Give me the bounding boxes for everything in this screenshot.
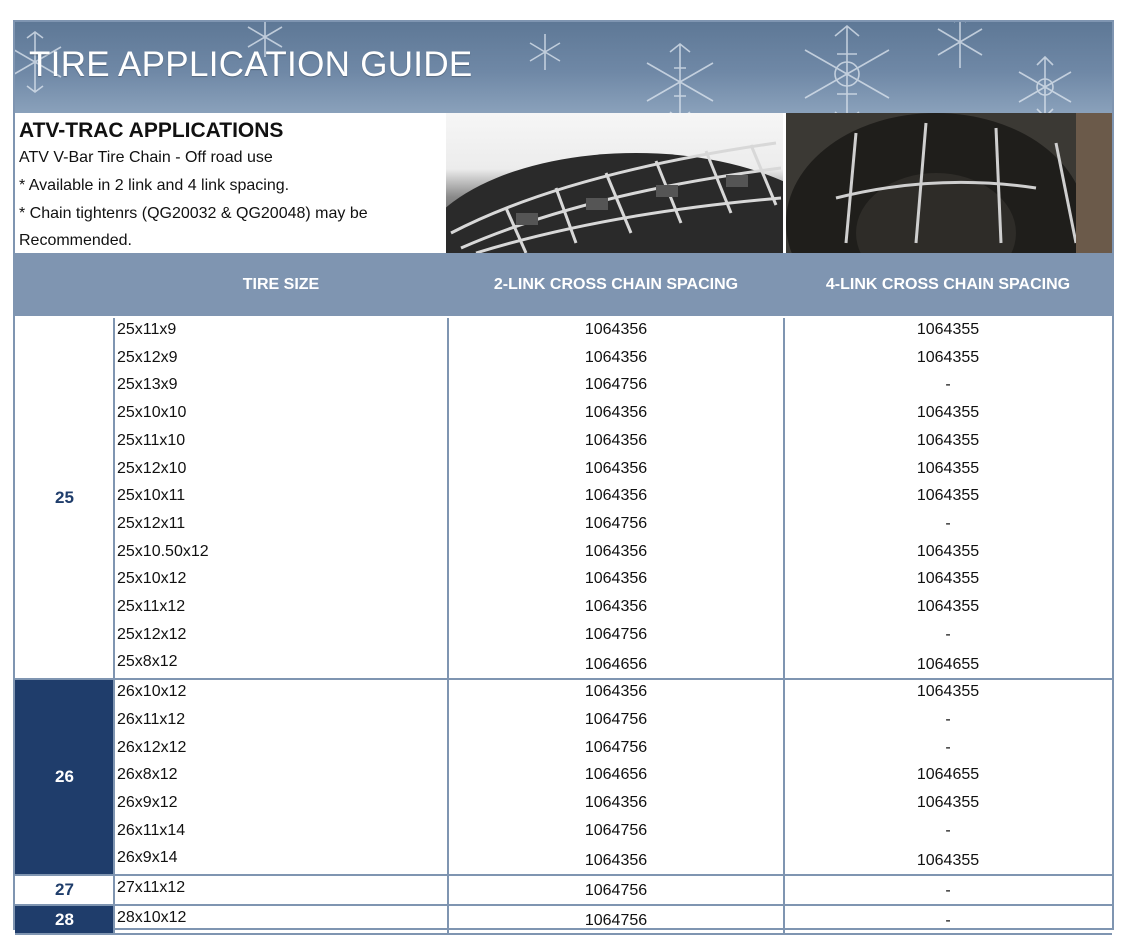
tire-size-cell: 25x12x11 [117,514,186,532]
four-link-part-cell: - [945,821,951,839]
tire-size-cell: 25x11x10 [117,431,186,449]
tire-size-cell: 26x12x12 [117,738,187,756]
two-link-part-cell: 1064356 [584,487,648,505]
group-divider [15,874,1112,876]
tire-size-cell: 26x9x12 [117,793,178,811]
two-link-part-cell: 1064356 [584,598,648,615]
four-link-part-cell: 1064355 [916,459,980,477]
page-title: TIRE APPLICATION GUIDE [29,45,473,84]
tire-chain-photo-art [446,113,783,253]
group-divider [15,678,1112,680]
tire-size-cell: 28x10x12 [117,908,187,926]
tire-size-cell: 25x8x12 [117,653,178,671]
group-divider [15,904,1112,906]
intro-line: * Available in 2 link and 4 link spacing. [19,177,290,194]
two-link-part-cell: 1064356 [584,431,648,449]
four-link-part-cell: 1064355 [916,793,980,811]
tire-guide-sheet [13,20,1114,930]
two-link-part-cell: 1064756 [584,625,648,643]
tire-size-cell: 26x9x14 [117,849,178,867]
col-header-tire-size: TIRE SIZE [242,276,320,293]
col-header-2-link: 2-LINK CROSS CHAIN SPACING [493,276,739,293]
two-link-part-cell: 1064756 [584,821,648,839]
four-link-part-cell: 1064355 [916,404,980,422]
two-link-part-cell: 1064356 [584,793,648,811]
column-divider [447,318,449,935]
four-link-part-cell: 1064355 [916,348,980,366]
two-link-part-cell: 1064356 [584,570,648,588]
intro-title: ATV-TRAC APPLICATIONS [19,119,284,142]
four-link-part-cell: 1064355 [916,852,980,870]
tire-size-cell: 25x12x12 [117,625,187,643]
atv-tire-photo-art [786,113,1112,253]
two-link-part-cell: 1064656 [584,656,648,674]
tire-size-cell: 25x11x9 [117,321,177,338]
col-header-group [15,253,114,316]
four-link-part-cell: - [945,625,951,643]
tire-size-cell: 25x13x9 [117,376,178,394]
four-link-part-cell: 1064355 [916,487,980,505]
four-link-part-cell: - [945,376,951,394]
four-link-part-cell: - [945,738,951,756]
two-link-part-cell: 1064756 [584,911,648,929]
tire-size-cell: 25x12x9 [117,348,178,366]
two-link-part-cell: 1064356 [584,404,648,422]
tire-size-cell: 26x8x12 [117,766,178,784]
table-header [15,253,1112,316]
two-link-part-cell: 1064756 [584,882,648,899]
four-link-part-cell: 1064355 [916,321,980,338]
tire-chain-photo [446,113,783,253]
four-link-part-cell: 1064655 [916,766,980,784]
tire-size-cell: 25x11x12 [117,598,186,615]
four-link-part-cell: 1064355 [916,431,980,449]
group-label: 25 [55,488,74,508]
four-link-part-cell: - [945,882,951,899]
tire-size-cell: 25x12x10 [117,459,187,477]
two-link-part-cell: 1064756 [584,514,648,532]
four-link-part-cell: - [945,710,951,728]
group-label: 27 [55,879,74,899]
two-link-part-cell: 1064756 [584,738,648,756]
intro-panel [15,113,444,253]
intro-line: * Chain tightenrs (QG20032 & QG20048) may be [19,205,368,222]
tire-size-cell: 26x11x12 [117,710,186,728]
tire-size-cell: 27x11x12 [117,879,186,896]
two-link-part-cell: 1064356 [584,683,648,701]
atv-tire-photo [786,113,1112,253]
two-link-part-cell: 1064756 [584,376,648,394]
intro-line: Recommended. [19,232,132,249]
two-link-part-cell: 1064656 [584,766,648,784]
tire-size-cell: 26x10x12 [117,683,187,701]
group-label: 28 [15,906,114,934]
two-link-part-cell: 1064356 [584,348,648,366]
banner [15,22,1112,113]
tire-size-cell: 26x11x14 [117,821,186,839]
two-link-part-cell: 1064356 [584,321,648,338]
col-header-4-link: 4-LINK CROSS CHAIN SPACING [825,276,1071,293]
two-link-part-cell: 1064356 [584,542,648,560]
two-link-part-cell: 1064356 [584,852,648,870]
four-link-part-cell: 1064355 [916,570,980,588]
tire-size-cell: 25x10x10 [117,404,187,422]
group-label: 26 [15,680,114,874]
column-divider [783,318,785,935]
two-link-part-cell: 1064356 [584,459,648,477]
group-divider [15,933,1112,935]
intro-line: ATV V-Bar Tire Chain - Off road use [19,149,273,166]
four-link-part-cell: 1064355 [916,683,980,701]
four-link-part-cell: 1064355 [916,598,980,615]
four-link-part-cell: - [945,911,951,929]
two-link-part-cell: 1064756 [584,710,648,728]
four-link-part-cell: 1064355 [916,542,980,560]
tire-size-cell: 25x10.50x12 [117,542,209,560]
four-link-part-cell: - [945,514,951,532]
four-link-part-cell: 1064655 [916,656,980,674]
column-divider [113,318,115,935]
tire-size-cell: 25x10x11 [117,487,186,505]
tire-size-cell: 25x10x12 [117,570,187,588]
